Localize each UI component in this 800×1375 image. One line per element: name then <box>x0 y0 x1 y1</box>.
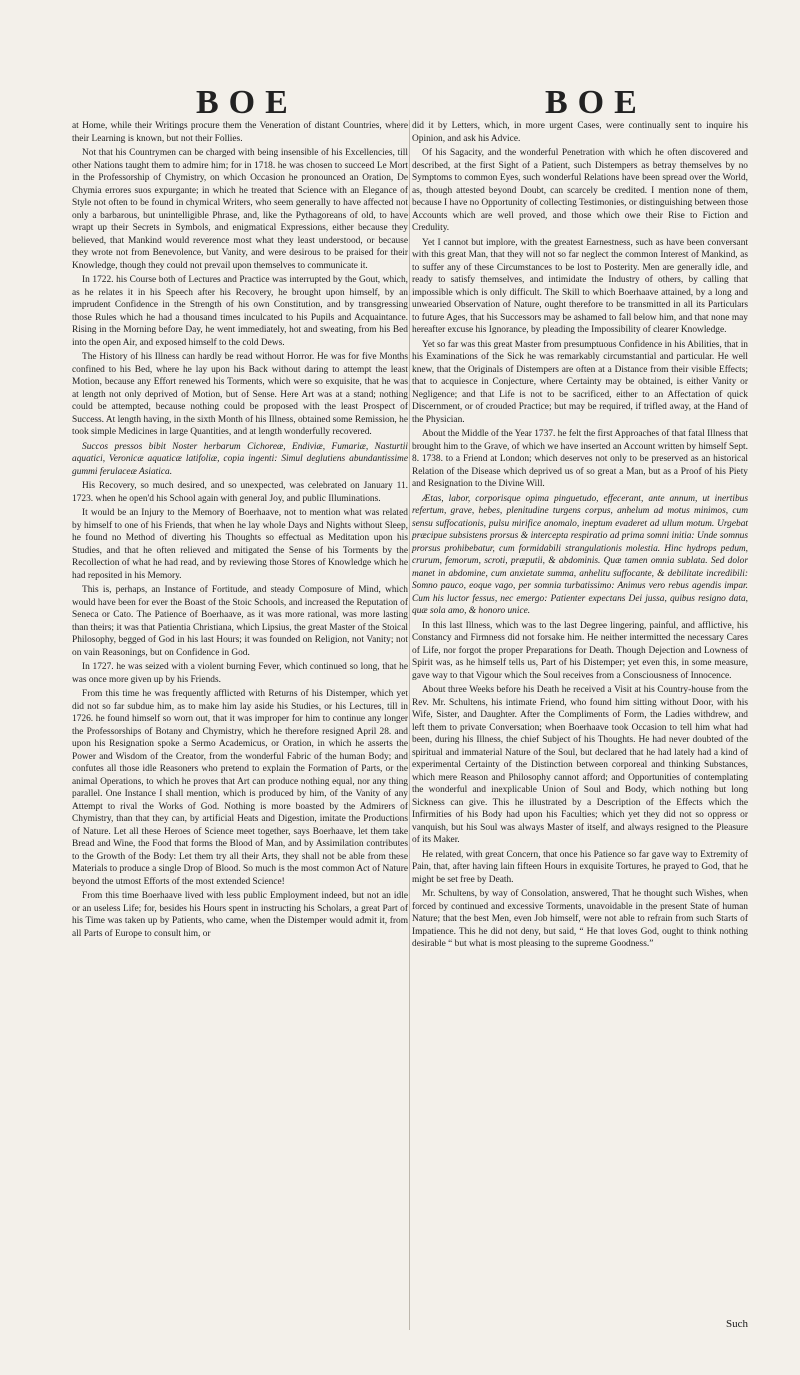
running-header <box>0 84 800 124</box>
latin-quote: Succos pressos bibit Noster herbarum Cichoreæ, Endiviæ, Fumariæ, Nasturtii aquatici, Veronicæ aquaticæ latifoliæ, copia ingenti: Simul deglutiens abundantissime gummi ferulaceæ Asiatica. <box>72 441 408 477</box>
paragraph: From this time Boerhaave lived with less public Employment indeed, but not an idle or an useless Life; for, besides his Hours spent in instructing his Scholars, a great Part of his Time was taken up by Patients, who came, when the Distemper would admit it, from all Parts of Europe to consult him, or <box>72 891 408 939</box>
right-column <box>412 120 748 953</box>
paragraph: Not that his Countrymen can be charged with being insensible of his Excellencies, till other Nations taught them to admire him; for in 1718. he was chosen to succeed Le Mort in the Professorship of Chymistry, on which Occasion he pronounced an Oration, De Chymia errores suos expurgante; in which he treated that Science with an Elegance of Style not often to be found in chymical Writers, who seem generally to have affected not only a barbarous, but unintelligible Phrase, and, like the Pythagoreans of old, to have wrapt up their Secrets in Symbols, and enigmatical Expressions, either because they believed, that Mankind would reverence most what they least understood, or because they wrote not from Benevolence, but Vanity, and were desirous to be praised for their Knowledge, though they could not prevail upon themselves to communicate it. <box>72 148 408 271</box>
paragraph: His Recovery, so much desired, and so unexpected, was celebrated on January 11. 1723. when he open'd his School again with general Joy, and public Illuminations. <box>72 481 408 504</box>
paragraph: From this time he was frequently afflicted with Returns of his Distemper, which yet did not so far subdue him, as to make him lay aside his Studies, or his Lectures, till in 1726. he found himself so worn out, that it was improper for him to continue any longer the Professorships of Botany and Chymistry, which he therefore resigned April 28. and upon his Resignation spoke a Sermo Academicus, or Oration, in which he asserts the Power and Wisdom of the Creator, from the wonderful Fabric of the human Body; and confutes all those idle Reasoners who pretend to explain the Formation of Parts, or the animal Operations, to which he proves that Art can produce nothing equal, nor any thing parallel. One Instance I shall mention, which is produced by him, of the Vanity of any Attempt to rival the Works of God. Nothing is more boasted by the Admirers of Chymistry, than that they can, by artificial Heats and Digestion, imitate the Productions of Nature. Let all these Heroes of Science meet together, says Boerhaave, let them take Bread and Wine, the Food that forms the Blood of Man, and by Assimilation contributes to the Growth of the Body: Let them try all their Arts, they shall not be able from these Materials to produce a single Drop of Blood. So much is the most common Act of Nature beyond the utmost Efforts of the most extended Science! <box>72 689 408 887</box>
paragraph: About the Middle of the Year 1737. he felt the first Approaches of that fatal Illness that brought him to the Grave, of which we have inserted an Account written by himself Sept. 8. 1738. to a Friend at London; which deserves not only to be preserved as an historical Relation of the Disease which deprived us of so great a Man, but as a Proof of his Piety and Resignation to the Divine Will. <box>412 429 748 489</box>
paragraph: at Home, while their Writings procure them the Veneration of distant Countries, where their Learning is known, but not their Follies. <box>72 121 408 144</box>
paragraph: Yet I cannot but implore, with the greatest Earnestness, such as have been conversant with this great Man, that they will not so far neglect the common Interest of Mankind, as to suffer any of these Circumstances to be lost to Posterity. Men are generally idle, and ready to satisfy themselves, and intimidate the Industry of others, by calling that impossible which is only difficult. The Skill to which Boerhaave attained, by a long and unwearied Observation of Nature, ought therefore to be transmitted in all its Particulars to future Ages, that his Successors may be ashamed to fall below him, and that none may hereafter excuse his Ignorance, by pleading the Impossibility of clearer Knowledge. <box>412 237 748 335</box>
paragraph: It would be an Injury to the Memory of Boerhaave, not to mention what was related by himself to one of his Friends, that when he lay whole Days and Nights without Sleep, he found no Method of diverting his Thoughts so effectual as Meditation upon his Studies, and that he often relieved and mitigated the Sense of his Torments by the Recollection of what he had read, and by reviewing those Stores of Knowledge which he had reposited in his Memory. <box>72 508 408 581</box>
text-columns <box>72 120 748 953</box>
paragraph: The History of his Illness can hardly be read without Horror. He was for five Months confined to his Bed, where he lay upon his Back without daring to attempt the least Motion, because any Effort renewed his Torments, which were so exquisite, that he was at length not only deprived of Motion, but of Sense. Here Art was at a stand; nothing could be attempted, because nothing could be proposed with the least Prospect of Success. At length having, in the sixth Month of his Illness, obtained some Remission, he took simple Medicines in large Quantities, and at length wonderfully recovered. <box>72 352 408 437</box>
header-right: BOE <box>545 84 647 121</box>
header-left: BOE <box>196 84 298 121</box>
paragraph: About three Weeks before his Death he received a Visit at his Country-house from the Rev. Mr. Schultens, his intimate Friend, who found him sitting without Door, with his Wife, Sister, and Daughter. After the Compliments of Form, the Ladies withdrew, and left them to private Conversation; when Boerhaave took Occasion to tell him what had been, during his Illness, the chief Subject of his Thoughts. He had never doubted of the spiritual and immaterial Nature of the Soul, but declared that he had lately had a kind of experimental Certainty of the Distinction between corporeal and thinking Substances, which mere Reason and Philosophy cannot afford; and Opportunities of contemplating the wonderful and inexplicable Union of Soul and Body, which nothing but long Sickness can give. This he illustrated by a Description of the Effects which the Infirmities of his Body had upon his Faculties; which yet they did not so oppress or vanquish, but his Soul was always Master of itself, and always resigned to the Pleasure of its Maker. <box>412 685 748 845</box>
paragraph: This is, perhaps, an Instance of Fortitude, and steady Composure of Mind, which would have been for ever the Boast of the Stoic Schools, and increased the Reputation of Seneca or Cato. The Patience of Boerhaave, as it was more rational, was more lasting than theirs; it was that Patientia Christiana, which Lipsius, the great Master of the Stoical Philosophy, begged of God in his last Hours; it was founded on Religion, not Vanity; not on vain Reasonings, but on Confidence in God. <box>72 585 408 658</box>
paragraph: Mr. Schultens, by way of Consolation, answered, That he thought such Wishes, when forced by continued and excessive Torments, unavoidable in the present State of human Nature; that the best Men, even Job himself, were not able to refrain from such Starts of Impatience. This he did not deny, but said, “ He that loves God, ought to think nothing desirable “ but what is most pleasing to the supreme Goodness.” <box>412 889 748 949</box>
paragraph: In 1727. he was seized with a violent burning Fever, which continued so long, that he was once more given up by his Friends. <box>72 662 408 685</box>
paragraph: He related, with great Concern, that once his Patience so far gave way to Extremity of Pain, that, after having lain fifteen Hours in exquisite Tortures, he prayed to God, that he might be set free by Death. <box>412 849 748 885</box>
paragraph: In this last Illness, which was to the last Degree lingering, painful, and afflictive, his Constancy and Firmness did not forsake him. He neither intermitted the necessary Cares of Life, nor forgot the proper Preparations for Death. Though Dejection and Lowness of Spirit was, as he himself tells us, Part of his Distemper; yet even this, in some measure, gave way to that Vigour which the Soul receives from a Consciousness of Innocence. <box>412 620 748 681</box>
paragraph: Yet so far was this great Master from presumptuous Confidence in his Abilities, that in his Examinations of the Sick he was remarkably circumstantial and particular. He well knew, that the Originals of Distempers are often at a Distance from their visible Effects; that to acquiesce in Conjecture, where Certainty may be obtained, is either Vanity or Negligence; and that Life is not to be sacrificed, either to an Affectation of quick Discernment, or of crouded Practice; but may be required, if trifled away, at the Hand of the Physician. <box>412 339 748 425</box>
latin-quote: Ætas, labor, corporisque opima pinguetudo, effecerant, ante annum, ut inertibus refertum, grave, hebes, plenitudine turgens corpus, anhelum ad motus minimos, cum sensu suffocationis, pulsu mirifice anomalo, ineptum evaderet ad ullum motum. Urgebat præcipue subsistens prorsus & intercepta respiratio ad prima somni initia: Unde somnus prorsus prohibebatur, cum formidabili strangulationis molestia. Hinc hydrops pedum, crurum, femorum, scroti, præputii, & abdominis. Quæ tamen omnia sublata. Sed dolor manet in abdomine, cum anxietate summa, anhelitu suffocante, & debilitate incredibili: Somno pauco, eoque vago, per somnia turbatissimo: Animus vero rebus agendis impar. Cum his luctor fessus, nec emergo: Patienter expectans Dei jussa, quibus resigno data, quæ sola amo, & honoro unice. <box>412 493 748 616</box>
catchword: Such <box>726 1318 748 1330</box>
left-column <box>72 120 408 953</box>
paragraph: Of his Sagacity, and the wonderful Penetration with which he often discovered and described, at the first Sight of a Patient, such Distempers as betray themselves by no Symptoms to common Eyes, such wonderful Relations have been spread over the World, as, though attested beyond Doubt, can scarcely be credited. I mention none of them, because I have no Opportunity of collecting Testimonies, or distinguishing between those Accounts which are well proved, and those which owe their Rise to Fiction and Credulity. <box>412 148 748 233</box>
paragraph: did it by Letters, which, in more urgent Cases, were continually sent to inquire his Opinion, and ask his Advice. <box>412 121 748 144</box>
paragraph: In 1722. his Course both of Lectures and Practice was interrupted by the Gout, which, as he relates it in his Speech after his Recovery, he brought upon himself, by an imprudent Confidence in the Strength of his own Constitution, and by transgressing those Rules which he had a thousand times inculcated to his Pupils and Acquaintance. Rising in the Morning before Day, he went immediately, hot and sweating, from his Bed into the open Air, and exposed himself to the cold Dews. <box>72 275 408 348</box>
